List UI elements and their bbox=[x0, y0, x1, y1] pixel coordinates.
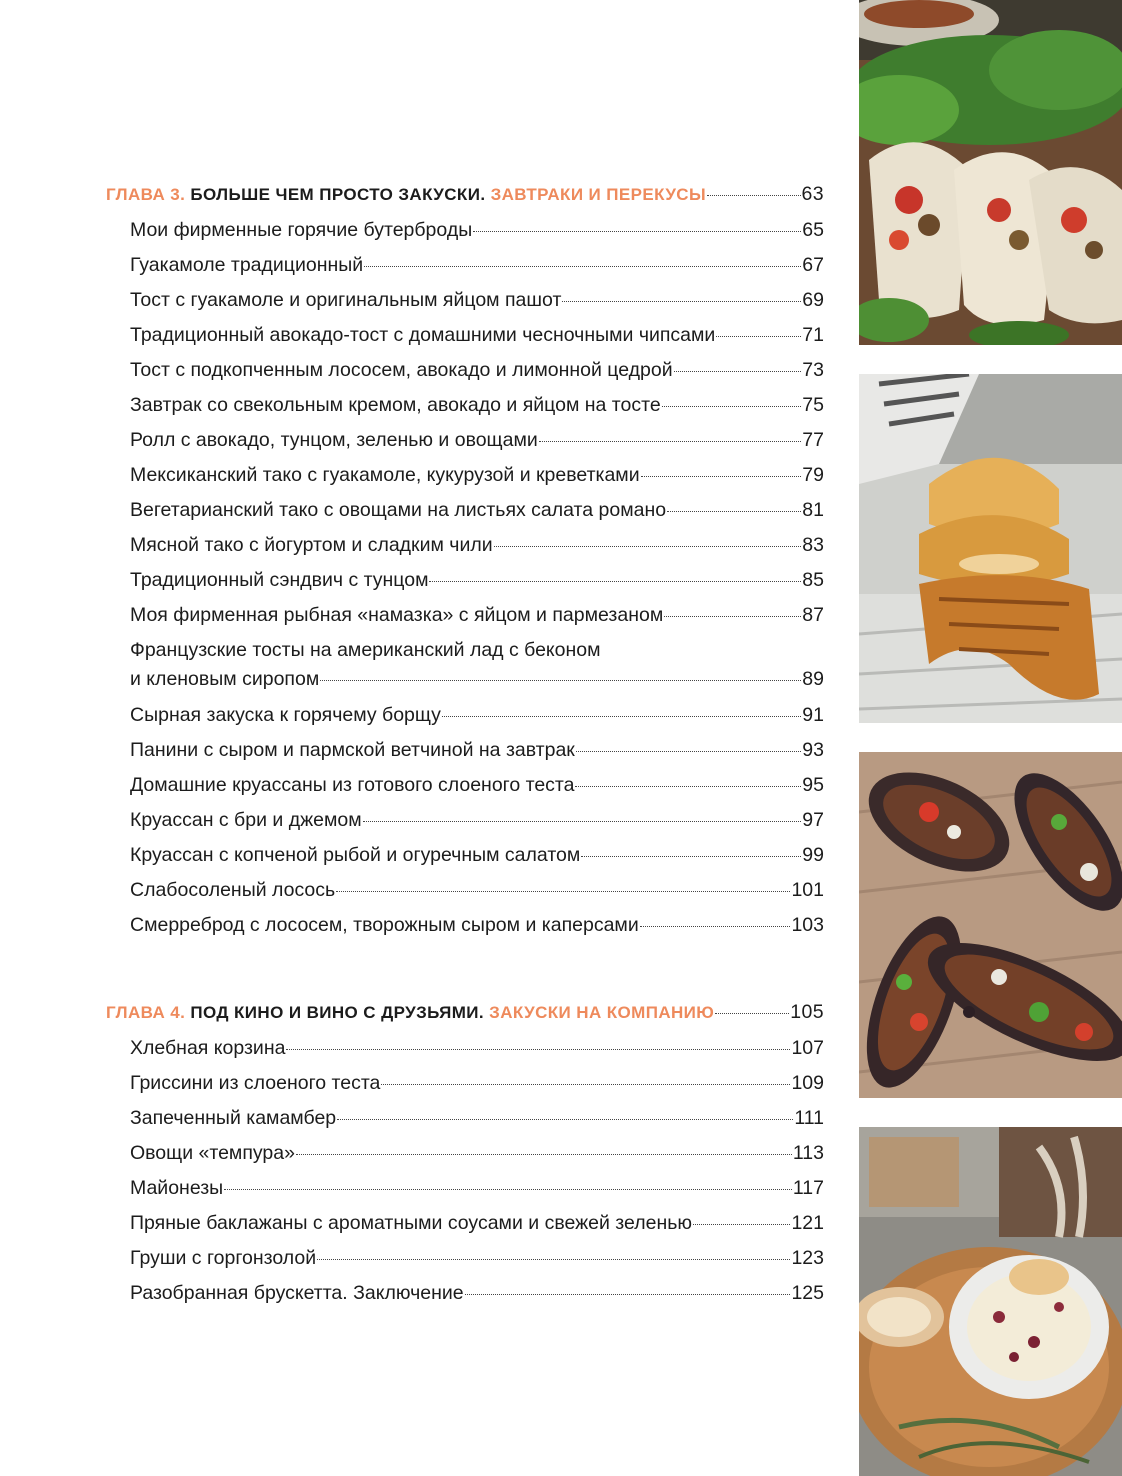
dot-leader bbox=[539, 441, 802, 442]
dot-leader bbox=[494, 546, 802, 547]
page-number: 95 bbox=[802, 774, 824, 796]
toc-entry[interactable] bbox=[130, 1281, 824, 1305]
dot-leader bbox=[473, 231, 801, 232]
entry-title: Ролл с авокадо, тунцом, зеленью и овощами bbox=[130, 429, 538, 451]
toc-entry[interactable] bbox=[130, 843, 824, 867]
entry-title: Груши с горгонзолой bbox=[130, 1247, 317, 1269]
toc-entry[interactable] bbox=[130, 808, 824, 832]
toc-entry[interactable] bbox=[130, 878, 824, 902]
page-number: 97 bbox=[802, 809, 824, 831]
toc-entry[interactable] bbox=[130, 738, 824, 762]
page-number: 99 bbox=[802, 844, 824, 866]
entry-title: Мои фирменные горячие бутерброды bbox=[130, 219, 473, 241]
dot-leader bbox=[667, 511, 801, 512]
toc-entry[interactable] bbox=[130, 1106, 824, 1130]
chapter-title: БОЛЬШЕ ЧЕМ ПРОСТО ЗАКУСКИ. bbox=[190, 185, 486, 204]
dot-leader bbox=[465, 1294, 791, 1295]
dot-leader bbox=[664, 616, 801, 617]
chapter-title: ПОД КИНО И ВИНО С ДРУЗЬЯМИ. bbox=[190, 1003, 485, 1022]
toc-entry[interactable] bbox=[130, 703, 824, 727]
toc-entry[interactable] bbox=[130, 1211, 824, 1235]
page-number: 77 bbox=[802, 429, 824, 451]
page-number: 81 bbox=[802, 499, 824, 521]
entry-title: Тост с подкопченным лососем, авокадо и лимонной цедрой bbox=[130, 359, 673, 381]
toc-entry[interactable] bbox=[130, 568, 824, 592]
page-number: 113 bbox=[792, 1142, 824, 1164]
dot-leader bbox=[442, 716, 801, 717]
entry-title: Моя фирменная рыбная «намазка» с яйцом и пармезаном bbox=[130, 604, 664, 626]
dot-leader bbox=[363, 821, 802, 822]
page-number: 101 bbox=[791, 879, 824, 901]
dot-leader bbox=[224, 1189, 792, 1190]
tacos-photo bbox=[859, 0, 1122, 345]
toc-entry[interactable] bbox=[130, 358, 824, 382]
page-number: 121 bbox=[791, 1212, 824, 1234]
toc-entry[interactable] bbox=[130, 913, 824, 937]
dot-leader bbox=[429, 581, 801, 582]
entry-title: Пряные баклажаны с ароматными соусами и свежей зеленью bbox=[130, 1212, 692, 1234]
toc-entry[interactable] bbox=[130, 463, 824, 487]
toc-entry[interactable] bbox=[130, 533, 824, 557]
toc-entry[interactable] bbox=[130, 288, 824, 312]
toc-entry[interactable] bbox=[130, 1071, 824, 1095]
page-number: 93 bbox=[802, 739, 824, 761]
page-number: 83 bbox=[802, 534, 824, 556]
dot-leader bbox=[674, 371, 802, 372]
toc-entry[interactable] bbox=[130, 1141, 824, 1165]
dot-leader bbox=[296, 1154, 792, 1155]
toc-entry-two-line[interactable] bbox=[130, 636, 824, 694]
page-number: 107 bbox=[791, 1037, 824, 1059]
entry-title: Вегетарианский тако с овощами на листьях салата романо bbox=[130, 499, 667, 521]
dot-leader bbox=[337, 1119, 793, 1120]
dot-leader bbox=[641, 476, 802, 477]
page-number: 125 bbox=[791, 1282, 824, 1304]
dot-leader bbox=[640, 926, 791, 927]
page-number: 117 bbox=[792, 1177, 824, 1199]
chapter-number: ГЛАВА 4. bbox=[106, 1003, 186, 1022]
page-number: 89 bbox=[802, 668, 824, 690]
dot-leader bbox=[693, 1224, 790, 1225]
toc-entry[interactable] bbox=[130, 773, 824, 797]
toc-entry[interactable] bbox=[130, 603, 824, 627]
entry-title: Тост с гуакамоле и оригинальным яйцом пашот bbox=[130, 289, 562, 311]
entry-title: Запеченный камамбер bbox=[130, 1107, 337, 1129]
toc-entry[interactable] bbox=[130, 1036, 824, 1060]
page-number: 63 bbox=[801, 183, 824, 205]
dot-leader bbox=[286, 1049, 790, 1050]
entry-title: Круассан с бри и джемом bbox=[130, 809, 362, 831]
entry-title: Традиционный сэндвич с тунцом bbox=[130, 569, 429, 591]
entry-title-line-1: Французские тосты на американский лад с беконом bbox=[130, 639, 601, 661]
camembert-photo bbox=[859, 1127, 1122, 1476]
dot-leader bbox=[715, 1013, 789, 1014]
entry-title: Овощи «темпура» bbox=[130, 1142, 295, 1164]
dot-leader bbox=[716, 336, 801, 337]
page-number: 69 bbox=[802, 289, 824, 311]
page-number: 103 bbox=[791, 914, 824, 936]
page-number: 65 bbox=[802, 219, 824, 241]
entry-title: Смерреброд с лососем, творожным сыром и каперсами bbox=[130, 914, 639, 936]
dot-leader bbox=[336, 891, 790, 892]
entry-title: Гуакамоле традиционный bbox=[130, 254, 364, 276]
croissants-photo bbox=[859, 374, 1122, 723]
page-number: 105 bbox=[790, 1001, 824, 1023]
entry-title: Сырная закуска к горячему борщу bbox=[130, 704, 441, 726]
dot-leader bbox=[662, 406, 802, 407]
dot-leader bbox=[575, 786, 801, 787]
dot-leader bbox=[364, 266, 801, 267]
chapter-4-heading[interactable] bbox=[106, 1001, 824, 1024]
entry-title: Круассан с копченой рыбой и огуречным салатом bbox=[130, 844, 581, 866]
entry-title: Мясной тако с йогуртом и сладким чили bbox=[130, 534, 493, 556]
entry-title: Слабосоленый лосось bbox=[130, 879, 336, 901]
entry-title: Хлебная корзина bbox=[130, 1037, 286, 1059]
entry-title-line-2: и кленовым сиропом bbox=[130, 668, 320, 690]
entry-title: Домашние круассаны из готового слоеного теста bbox=[130, 774, 575, 796]
entry-title: Майонезы bbox=[130, 1177, 224, 1199]
page-number: 73 bbox=[802, 359, 824, 381]
page-number: 75 bbox=[802, 394, 824, 416]
page-number: 91 bbox=[802, 704, 824, 726]
dot-leader bbox=[317, 1259, 790, 1260]
chapter-subtitle: ЗАВТРАКИ И ПЕРЕКУСЫ bbox=[490, 185, 707, 204]
page-number: 67 bbox=[802, 254, 824, 276]
page-number: 87 bbox=[802, 604, 824, 626]
toc-entry[interactable] bbox=[130, 498, 824, 522]
entry-title: Разобранная брускетта. Заключение bbox=[130, 1282, 464, 1304]
toc-entry[interactable] bbox=[130, 323, 824, 347]
page-number: 79 bbox=[802, 464, 824, 486]
toc-entry[interactable] bbox=[130, 1176, 824, 1200]
eggplant-photo bbox=[859, 752, 1122, 1098]
dot-leader bbox=[381, 1084, 790, 1085]
page-number: 123 bbox=[791, 1247, 824, 1269]
page-number: 111 bbox=[794, 1107, 824, 1129]
entry-title: Завтрак со свекольным кремом, авокадо и яйцом на тосте bbox=[130, 394, 661, 416]
page-number: 71 bbox=[802, 324, 824, 346]
entry-title: Панини с сыром и пармской ветчиной на завтрак bbox=[130, 739, 575, 761]
dot-leader bbox=[562, 301, 801, 302]
dot-leader bbox=[581, 856, 801, 857]
chapter-number: ГЛАВА 3. bbox=[106, 185, 186, 204]
chapter-3-heading[interactable] bbox=[106, 183, 824, 206]
entry-title: Традиционный авокадо-тост с домашними чесночными чипсами bbox=[130, 324, 716, 346]
toc-entry[interactable] bbox=[130, 428, 824, 452]
page-number: 85 bbox=[802, 569, 824, 591]
entry-title: Мексиканский тако с гуакамоле, кукурузой и креветками bbox=[130, 464, 640, 486]
toc-entry[interactable] bbox=[130, 1246, 824, 1270]
page-number: 109 bbox=[791, 1072, 824, 1094]
dot-leader bbox=[320, 680, 801, 681]
dot-leader bbox=[707, 195, 800, 196]
toc-entry[interactable] bbox=[130, 393, 824, 417]
toc-entry[interactable] bbox=[130, 218, 824, 242]
chapter-subtitle: ЗАКУСКИ НА КОМПАНИЮ bbox=[489, 1003, 715, 1022]
entry-title: Гриссини из слоеного теста bbox=[130, 1072, 381, 1094]
toc-entry[interactable] bbox=[130, 253, 824, 277]
dot-leader bbox=[576, 751, 801, 752]
